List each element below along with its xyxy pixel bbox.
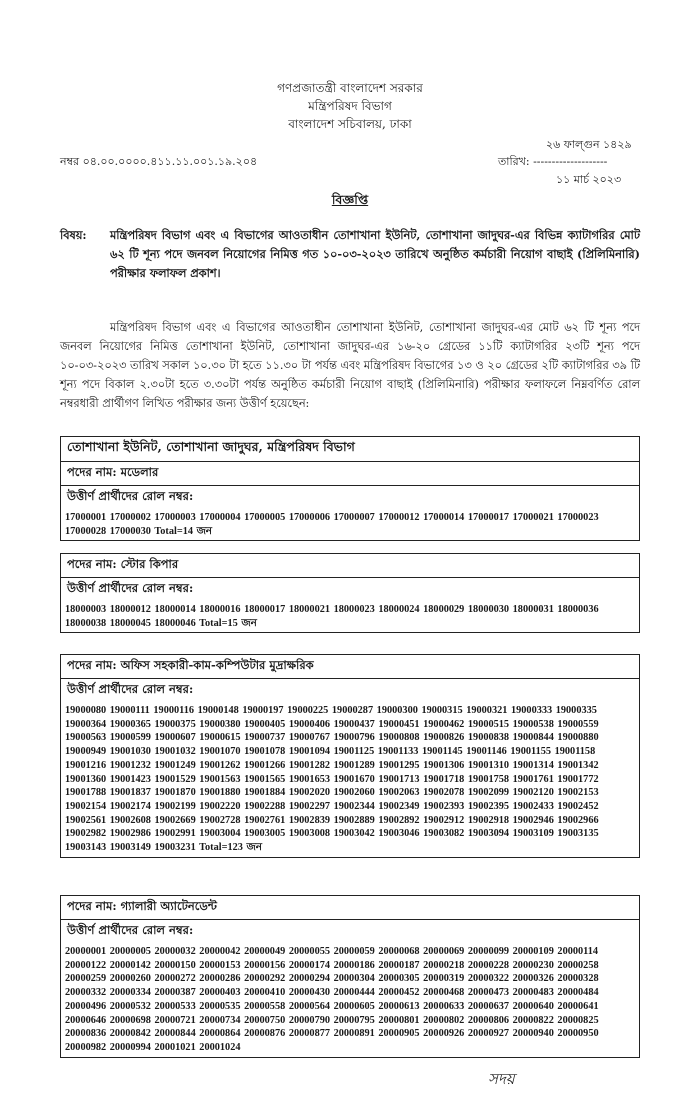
roll-number: 20000042 (199, 946, 241, 957)
roll-number: 19003149 (109, 842, 151, 854)
roll-number: 20000994 (109, 1041, 151, 1053)
roll-number: 19000148 (197, 705, 239, 716)
roll-number: 20000721 (154, 1014, 196, 1026)
roll-total: Total=14 জন (154, 525, 212, 537)
roll-number: 19002020 (288, 787, 331, 799)
roll-number: 19001155 (510, 746, 552, 758)
roll-number: 19001266 (244, 759, 286, 771)
roll-number: 20000005 (109, 946, 151, 957)
roll-number: 19000767 (288, 732, 331, 744)
roll-number: 19000538 (512, 718, 554, 730)
roll-number: 19001837 (109, 787, 151, 799)
roll-number: 19002288 (244, 800, 286, 812)
roll-number: 19000737 (244, 732, 286, 744)
roll-number: 19000949 (65, 746, 107, 758)
roll-number: 19001078 (244, 746, 286, 758)
roll-number: 20001021 (154, 1041, 196, 1053)
result-box-store-keeper (60, 553, 640, 633)
roll-number: 19003042 (333, 828, 375, 840)
roll-number: 20000187 (378, 959, 420, 971)
roll-number: 20000564 (288, 1000, 331, 1012)
roll-number: 19001314 (512, 759, 554, 771)
roll-number: 20000142 (109, 959, 151, 971)
roll-number: 20000153 (199, 959, 241, 971)
roll-number: 20000734 (199, 1014, 241, 1026)
roll-number: 19003005 (244, 828, 286, 840)
result-box-modeler (60, 436, 640, 541)
roll-number: 18000003 (65, 604, 107, 615)
roll-number: 19002078 (423, 787, 465, 799)
roll-number: 19001342 (557, 759, 599, 771)
roll-number: 18000017 (244, 604, 286, 615)
roll-number: 20000099 (467, 946, 510, 957)
roll-number: 19000880 (557, 732, 599, 744)
roll-number: 19001761 (512, 773, 554, 785)
roll-number: 19000515 (467, 718, 510, 730)
roll-number: 19000225 (287, 705, 329, 716)
roll-number: 20000230 (512, 959, 554, 971)
roll-number: 19000287 (331, 705, 374, 716)
roll-number: 19003046 (378, 828, 420, 840)
roll-number: 20000940 (512, 1028, 554, 1040)
roll-number: 19002154 (65, 800, 107, 812)
roll-number: 19001145 (422, 746, 463, 758)
roll-number: 20000304 (333, 973, 375, 985)
roll-number: 20000334 (109, 987, 151, 999)
roll-number: 20000641 (557, 1000, 599, 1012)
roll-number: 19002892 (378, 814, 420, 826)
roll-number: 19001529 (154, 773, 196, 785)
roll-number: 20000122 (65, 959, 107, 971)
roll-number: 18000031 (512, 604, 554, 615)
roll-number: 19000197 (242, 705, 284, 716)
roll-number: 19000599 (109, 732, 151, 744)
roll-number: 20000605 (333, 1000, 375, 1012)
roll-number: 19000080 (65, 705, 107, 716)
roll-number: 20000927 (467, 1028, 510, 1040)
roll-number: 20000822 (512, 1014, 554, 1026)
roll-number: 19000111 (109, 705, 150, 716)
roll-number: 19000315 (421, 705, 463, 716)
subject-text: মন্ত্রিপরিষদ বিভাগ এবং এ বিভাগের আওতাধীন তোশাখানা ইউনিট, তোশাখানা জাদুঘর-এর বিভিন্ন ক্যাটাগরির মোট ৬২ টি শূন্য পদে জনবল নিয়োগের নিমিত্ত গত ১০-০৩-২০২৩ তারিখে অনুষ্ঠিত কর্মচারী নিয়োগ বাছাই (প্রিলিমিনারি) পরীক্ষার ফলাফল প্রকাশ। (110, 228, 640, 280)
roll-number: 18000016 (199, 604, 241, 615)
roll-number: 19000826 (423, 732, 465, 744)
roll-number: 19001670 (333, 773, 375, 785)
roll-number: 20000109 (512, 946, 554, 957)
body-paragraph: মন্ত্রিপরিষদ বিভাগ এবং এ বিভাগের আওতাধীন তোশাখানা ইউনিট, তোশাখানা জাদুঘর-এর মোট ৬২ টি শূন্য পদে জনবল নিয়োগের নিমিত্ত তোশাখানা ইউনিট, তোশাখানা জাদুঘর-এর ১৬-২০ গ্রেডের ১১টি ক্যাটাগরির ২৩টি শূন্য পদে ১০-০৩-২০২৩ তারিখ সকাল ১০.৩০ টা হতে ১১.৩০ টা পর্যন্ত এবং মন্ত্রিপরিষদ বিভাগের ১৩ ও ২০ গ্রেডের ২টি ক্যাটাগরির ৩৯ টি শূন্য পদে বিকাল ২.৩০টা হতে ৩.৩০টা পর্যন্ত অনুষ্ঠিত কর্মচারী নিয়োগ বাছাই (প্রিলিমিনারি) পরীক্ষার ফলাফলে নিম্নবর্ণিত রোল নম্বরধারী প্রার্থীগণ লিখিত পরীক্ষার জন্য উত্তীর্ণ হয়েছেন: (60, 321, 640, 410)
roll-number: 19002174 (109, 800, 151, 812)
roll-number: 20000473 (467, 987, 510, 999)
roll-number: 18000012 (109, 604, 151, 615)
roll-number: 19001295 (378, 759, 420, 771)
roll-number: 19001030 (109, 746, 151, 758)
roll-total: Total=123 জন (199, 842, 262, 854)
roll-number: 17000012 (378, 512, 420, 523)
roll-number: 19002199 (154, 800, 196, 812)
roll-number: 19001289 (333, 759, 375, 771)
roll-number: 18000029 (423, 604, 465, 615)
roll-number: 17000017 (467, 512, 510, 523)
roll-number: 20000891 (333, 1028, 375, 1040)
roll-number: 18000046 (154, 617, 196, 629)
roll-number: 19002669 (154, 814, 196, 826)
roll-number: 20000260 (109, 973, 151, 985)
roll-number: 19001306 (423, 759, 465, 771)
roll-number: 19001360 (65, 773, 107, 785)
roll-number: 20000059 (333, 946, 375, 957)
roll-number: 20000646 (65, 1014, 107, 1026)
roll-number: 19001158 (554, 746, 596, 758)
roll-number: 20000806 (467, 1014, 510, 1026)
roll-number: 20000558 (244, 1000, 286, 1012)
roll-number: 18000030 (467, 604, 510, 615)
roll-number: 19001718 (423, 773, 465, 785)
roll-number: 19001884 (244, 787, 286, 799)
roll-number: 19001870 (154, 787, 196, 799)
roll-number: 20000286 (199, 973, 241, 985)
secretariat-address: বাংলাদেশ সচিবালয়, ঢাকা (288, 117, 412, 131)
roll-number: 17000021 (512, 512, 554, 523)
roll-number: 19000844 (512, 732, 554, 744)
roll-number: 19002889 (333, 814, 375, 826)
roll-number: 17000006 (288, 512, 331, 523)
roll-number: 20000452 (378, 987, 420, 999)
roll-number: 19000335 (555, 705, 597, 716)
roll-number: 19000116 (153, 705, 195, 716)
roll-number: 19001282 (288, 759, 331, 771)
division-name: মন্ত্রিপরিষদ বিভাগ (308, 99, 392, 113)
roll-number: 19003135 (557, 828, 599, 840)
roll-number: 20000055 (288, 946, 331, 957)
roll-number: 19000321 (466, 705, 508, 716)
subject-label: বিষয়: (60, 228, 87, 242)
roll-number: 20000186 (333, 959, 375, 971)
roll-number: 20000842 (109, 1028, 151, 1040)
roll-number: 17000002 (109, 512, 151, 523)
roll-label: উত্তীর্ণ প্রার্থীদের রোল নম্বর: (67, 682, 194, 696)
roll-number: 20000410 (244, 987, 286, 999)
roll-number: 20000032 (154, 946, 196, 957)
roll-number: 20000403 (199, 987, 241, 999)
roll-number: 20000496 (65, 1000, 107, 1012)
roll-number: 20000258 (557, 959, 599, 971)
roll-number: 19000462 (423, 718, 465, 730)
roll-number: 20000950 (557, 1028, 599, 1040)
roll-number: 17000001 (65, 512, 107, 523)
post-name: পদের নাম: মডেলার (61, 462, 639, 486)
roll-number: 20000468 (423, 987, 465, 999)
roll-number: 19002991 (154, 828, 196, 840)
roll-number: 19002561 (65, 814, 107, 826)
roll-number: 19000300 (376, 705, 418, 716)
roll-number: 17000023 (557, 512, 599, 523)
roll-number: 20000876 (244, 1028, 286, 1040)
roll-number: 20000533 (154, 1000, 196, 1012)
notice-title: বিজ্ঞপ্তি (331, 192, 369, 207)
roll-number: 20000430 (288, 987, 331, 999)
roll-number: 20000156 (244, 959, 286, 971)
roll-number: 19002153 (557, 787, 599, 799)
roll-number: 19001094 (288, 746, 331, 758)
roll-list (61, 943, 639, 1057)
roll-number: 19002966 (557, 814, 599, 826)
roll-number: 20000825 (557, 1014, 599, 1026)
roll-number: 19001133 (377, 746, 419, 758)
roll-number: 18000036 (557, 604, 599, 615)
roll-number: 19003004 (199, 828, 241, 840)
roll-number: 20000877 (288, 1028, 331, 1040)
roll-list (61, 509, 639, 540)
roll-number: 19002986 (109, 828, 151, 840)
roll-number: 20000218 (423, 959, 465, 971)
roll-number: 19002608 (109, 814, 151, 826)
roll-number: 20000259 (65, 973, 107, 985)
post-name: পদের নাম: স্টোর কিপার (61, 554, 639, 578)
roll-number: 20000174 (288, 959, 331, 971)
roll-number: 20000387 (154, 987, 196, 999)
roll-number: 19000406 (288, 718, 331, 730)
roll-number: 19002452 (557, 800, 599, 812)
roll-number: 19001758 (467, 773, 510, 785)
roll-number: 19001032 (154, 746, 196, 758)
roll-number: 19000451 (378, 718, 420, 730)
roll-number: 19001232 (109, 759, 151, 771)
roll-number: 17000028 (65, 525, 107, 537)
roll-label: উত্তীর্ণ প্রার্থীদের রোল নম্বর: (67, 489, 194, 503)
roll-number: 17000004 (199, 512, 241, 523)
signature: সদয় (488, 1070, 515, 1088)
roll-number: 19000563 (65, 732, 107, 744)
roll-number: 20000982 (65, 1041, 107, 1053)
roll-number: 19002349 (378, 800, 420, 812)
roll-number: 19001565 (244, 773, 286, 785)
roll-number: 20000844 (154, 1028, 196, 1040)
roll-number: 20000328 (557, 973, 599, 985)
roll-number: 19001125 (333, 746, 375, 758)
roll-number: 19001262 (199, 759, 241, 771)
roll-number: 19002912 (423, 814, 465, 826)
roll-number: 19002918 (467, 814, 510, 826)
roll-number: 20000698 (109, 1014, 151, 1026)
roll-number: 19002120 (512, 787, 554, 799)
date-bengali: ২৬ ফাল্গুন ১৪২৯ (546, 138, 632, 151)
roll-number: 18000021 (288, 604, 331, 615)
roll-number: 20000535 (199, 1000, 241, 1012)
roll-total: Total=15 জন (199, 617, 257, 629)
roll-number: 19000838 (467, 732, 510, 744)
roll-number: 20000905 (378, 1028, 420, 1040)
roll-number: 20000049 (244, 946, 286, 957)
post-name: পদের নাম: গ্যালারী অ্যাটেনডেন্ট (61, 896, 639, 920)
roll-number: 19002060 (333, 787, 375, 799)
roll-number: 20000069 (423, 946, 465, 957)
roll-number: 20000864 (199, 1028, 241, 1040)
roll-list (61, 702, 639, 857)
roll-number: 18000024 (378, 604, 420, 615)
roll-number: 17000030 (109, 525, 151, 537)
roll-number: 19000364 (65, 718, 107, 730)
roll-number: 19003143 (65, 842, 107, 854)
roll-number: 20000001 (65, 946, 107, 957)
roll-number: 19001788 (65, 787, 107, 799)
roll-number: 20000790 (288, 1014, 331, 1026)
roll-number: 19001423 (109, 773, 151, 785)
roll-number: 20000801 (378, 1014, 420, 1026)
roll-number: 19000380 (199, 718, 241, 730)
roll-number: 19002344 (333, 800, 375, 812)
roll-number: 19001146 (466, 746, 507, 758)
roll-number: 20001024 (199, 1041, 241, 1053)
roll-number: 19000607 (154, 732, 196, 744)
roll-number: 17000007 (333, 512, 375, 523)
roll-number: 19001310 (467, 759, 510, 771)
roll-number: 19000333 (510, 705, 553, 716)
roll-number: 19002099 (467, 787, 510, 799)
roll-number: 19001249 (154, 759, 196, 771)
roll-number: 20000836 (65, 1028, 107, 1040)
govt-name: গণপ্রজাতন্ত্রী বাংলাদেশ সরকার (277, 81, 423, 95)
unit-title: তোশাখানা ইউনিট, তোশাখানা জাদুঘর, মন্ত্রিপরিষদ বিভাগ (61, 437, 639, 462)
roll-number: 19002297 (288, 800, 331, 812)
roll-number: 20000068 (378, 946, 420, 957)
roll-number: 20000332 (65, 987, 107, 999)
roll-number: 19000559 (557, 718, 599, 730)
roll-number: 20000292 (244, 973, 286, 985)
roll-number: 19002982 (65, 828, 107, 840)
roll-number: 19003094 (467, 828, 510, 840)
roll-number: 20000795 (333, 1014, 375, 1026)
roll-number: 18000045 (109, 617, 151, 629)
roll-number: 20000305 (378, 973, 420, 985)
roll-number: 19001070 (199, 746, 241, 758)
roll-number: 20000272 (154, 973, 196, 985)
roll-number: 19000405 (244, 718, 286, 730)
roll-number: 20000532 (109, 1000, 151, 1012)
roll-number: 20000633 (423, 1000, 465, 1012)
roll-number: 19000615 (199, 732, 241, 744)
roll-number: 19002395 (467, 800, 510, 812)
roll-number: 20000150 (154, 959, 196, 971)
roll-number: 20000637 (467, 1000, 510, 1012)
roll-number: 19001772 (557, 773, 599, 785)
roll-number: 20000640 (512, 1000, 554, 1012)
date-english: ১১ মার্চ ২০২৩ (556, 173, 622, 186)
roll-number: 19001216 (65, 759, 107, 771)
roll-number: 20000444 (333, 987, 375, 999)
roll-number: 19003082 (423, 828, 465, 840)
roll-label: উত্তীর্ণ প্রার্থীদের রোল নম্বর: (67, 923, 194, 937)
roll-number: 19002393 (423, 800, 465, 812)
roll-number: 20000484 (557, 987, 599, 999)
roll-number: 19002433 (512, 800, 554, 812)
roll-number: 19002063 (378, 787, 420, 799)
result-box-office-assistant (60, 654, 640, 858)
date-label: তারিখ: -------------------- (498, 155, 608, 168)
roll-number: 19000808 (378, 732, 420, 744)
post-name: পদের নাম: অফিস সহকারী-কাম-কম্পিউটার মুদ্রাক্ষরিক (61, 655, 639, 679)
memo-number: নম্বর ০৪.০০.০০০০.৪১১.১১.০০১.১৯.২০৪ (60, 155, 258, 168)
roll-number: 20000228 (467, 959, 510, 971)
roll-number: 19002728 (199, 814, 241, 826)
roll-number: 20000613 (378, 1000, 420, 1012)
roll-number: 19000437 (333, 718, 375, 730)
roll-number: 19000365 (109, 718, 151, 730)
roll-number: 19002839 (288, 814, 331, 826)
roll-label: উত্তীর্ণ প্রার্থীদের রোল নম্বর: (67, 581, 194, 595)
roll-number: 18000014 (154, 604, 196, 615)
roll-number: 20000319 (423, 973, 465, 985)
roll-number: 19001880 (199, 787, 241, 799)
roll-number: 20000114 (557, 946, 599, 957)
roll-number: 19002220 (199, 800, 241, 812)
roll-number: 19003109 (512, 828, 554, 840)
roll-list (61, 601, 639, 632)
roll-number: 20000326 (512, 973, 554, 985)
roll-number: 19001713 (378, 773, 420, 785)
roll-number: 20000926 (423, 1028, 465, 1040)
roll-number: 19003231 (154, 842, 196, 854)
roll-number: 19001653 (288, 773, 331, 785)
roll-number: 20000750 (244, 1014, 286, 1026)
roll-number: 17000005 (244, 512, 286, 523)
roll-number: 19000375 (154, 718, 196, 730)
roll-number: 19000796 (333, 732, 375, 744)
result-box-gallery-attendant (60, 895, 640, 1058)
roll-number: 17000003 (154, 512, 196, 523)
roll-number: 18000038 (65, 617, 107, 629)
roll-number: 19002761 (244, 814, 286, 826)
roll-number: 20000802 (423, 1014, 465, 1026)
roll-number: 20000483 (512, 987, 554, 999)
roll-number: 19002946 (512, 814, 554, 826)
roll-number: 20000322 (467, 973, 510, 985)
roll-number: 20000294 (288, 973, 331, 985)
roll-number: 17000014 (423, 512, 465, 523)
roll-number: 19003008 (288, 828, 331, 840)
roll-number: 18000023 (333, 604, 375, 615)
roll-number: 19001563 (199, 773, 241, 785)
